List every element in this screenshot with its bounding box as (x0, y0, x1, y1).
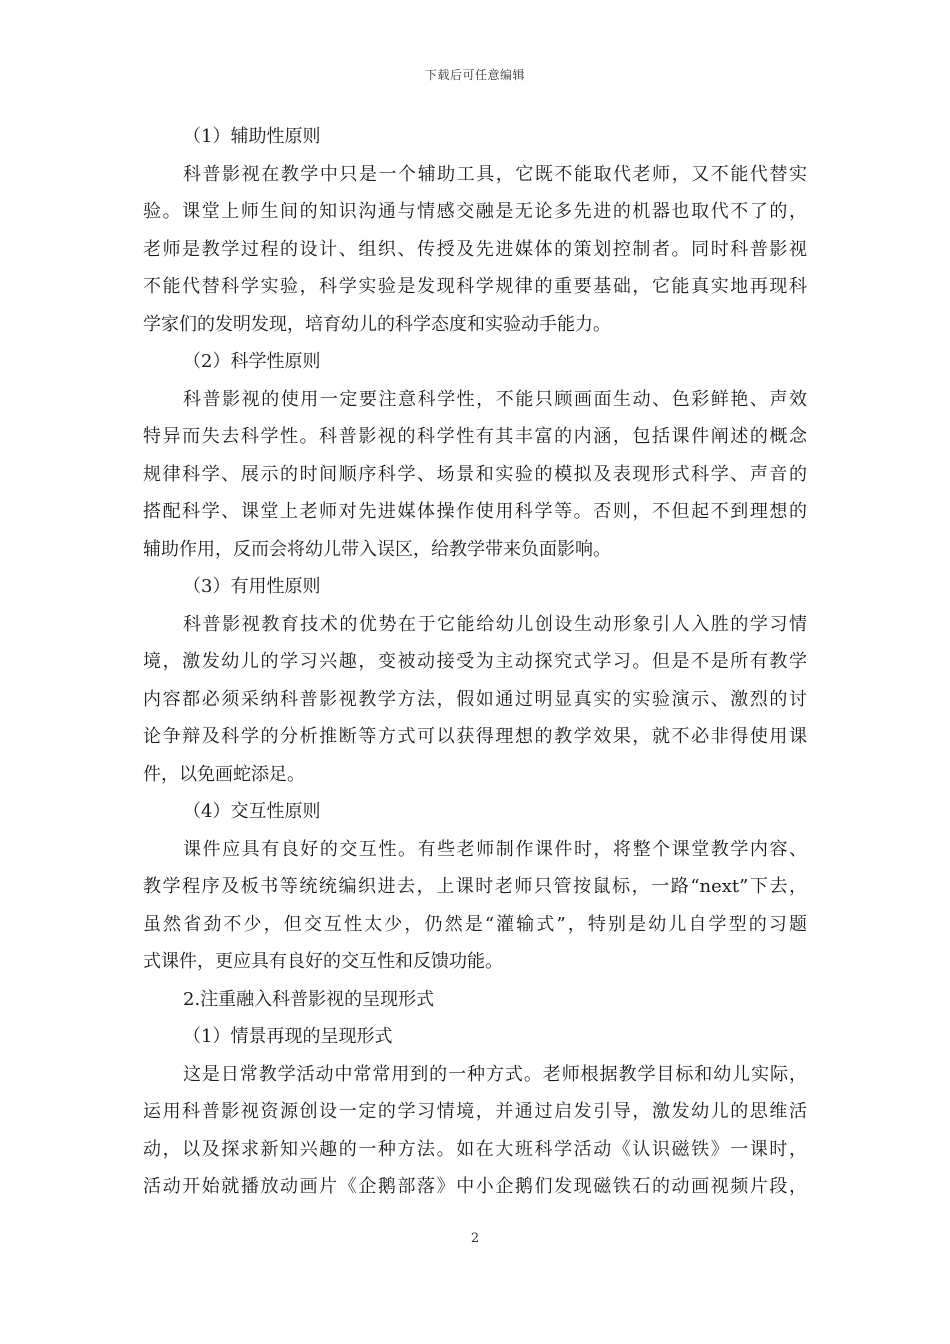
paragraph-line: 不能代替科学实验，科学实验是发现科学规律的重要基础，它能真实地再现科 (143, 276, 807, 297)
paragraph-line: 运用科普影视资源创设一定的学习情境，并通过启发引导，激发幼儿的思维活 (143, 1101, 807, 1122)
paragraph-line: 教学程序及板书等统统编织进去，上课时老师只管按鼠标，一路“next”下去， (143, 876, 807, 897)
paragraph-line: 科普影视的使用一定要注意科学性，不能只顾画面生动、色彩鲜艳、声效 (183, 388, 807, 410)
paragraph-line: 式课件，更应具有良好的交互性和反馈功能。 (143, 951, 503, 972)
paragraph-line: 辅助作用，反而会将幼儿带入误区，给教学带来负面影响。 (143, 538, 611, 560)
paragraph-line: 活动开始就播放动画片《企鹅部落》中小企鹅们发现磁铁石的动画视频片段， (143, 1176, 807, 1197)
paragraph-line: 动，以及探求新知兴趣的一种方法。如在大班科学活动《认识磁铁》一课时， (143, 1138, 807, 1160)
paragraph-line: 科普影视在教学中只是一个辅助工具，它既不能取代老师，又不能代替实 (183, 163, 807, 185)
paragraph-line: 课件应具有良好的交互性。有些老师制作课件时，将整个课堂教学内容、 (183, 838, 807, 860)
section-heading: （3）有用性原则 (183, 576, 321, 597)
paragraph-line: 搭配科学、课堂上老师对先进媒体操作使用科学等。否则，不但起不到理想的 (143, 501, 807, 522)
page-number: 2 (470, 1231, 480, 1246)
paragraph-line: 验。课堂上师生间的知识沟通与情感交融是无论多先进的机器也取代不了的， (143, 201, 807, 222)
section-heading: （1）辅助性原则 (183, 126, 321, 147)
section-heading: （2）科学性原则 (183, 351, 321, 372)
paragraph-line: 老师是教学过程的设计、组织、传授及先进媒体的策划控制者。同时科普影视 (143, 238, 807, 260)
section-heading: （4）交互性原则 (183, 801, 321, 822)
document-body (143, 118, 807, 1206)
paragraph-line: 这是日常教学活动中常常用到的一种方式。老师根据教学目标和幼儿实际， (183, 1063, 807, 1085)
paragraph-line: 学家们的发明发现，培育幼儿的科学态度和实验动手能力。 (143, 313, 611, 335)
paragraph-line: 论争辩及科学的分析推断等方式可以获得理想的教学效果，就不必非得使用课 (143, 726, 807, 747)
paragraph-line: 科普影视教育技术的优势在于它能给幼儿创设生动形象引人入胜的学习情 (183, 613, 807, 635)
page-header: 下载后可任意编辑 (424, 68, 525, 82)
paragraph-line: 件，以免画蛇添足。 (143, 763, 305, 785)
paragraph-line: 虽然省劲不少，但交互性太少，仍然是“灌输式”，特别是幼儿自学型的习题 (143, 913, 807, 935)
paragraph-line: 境，激发幼儿的学习兴趣，变被动接受为主动探究式学习。但是不是所有教学 (143, 651, 807, 672)
section-heading: （1）情景再现的呈现形式 (183, 1026, 393, 1047)
section-heading: 2.注重融入科普影视的呈现形式 (183, 988, 435, 1010)
paragraph-line: 规律科学、展示的时间顺序科学、场景和实验的模拟及表现形式科学、声音的 (143, 463, 807, 485)
paragraph-line: 内容都必须采纳科普影视教学方法，假如通过明显真实的实验演示、激烈的讨 (143, 688, 807, 710)
paragraph-line: 特异而失去科学性。科普影视的科学性有其丰富的内涵，包括课件阐述的概念 (143, 426, 807, 447)
